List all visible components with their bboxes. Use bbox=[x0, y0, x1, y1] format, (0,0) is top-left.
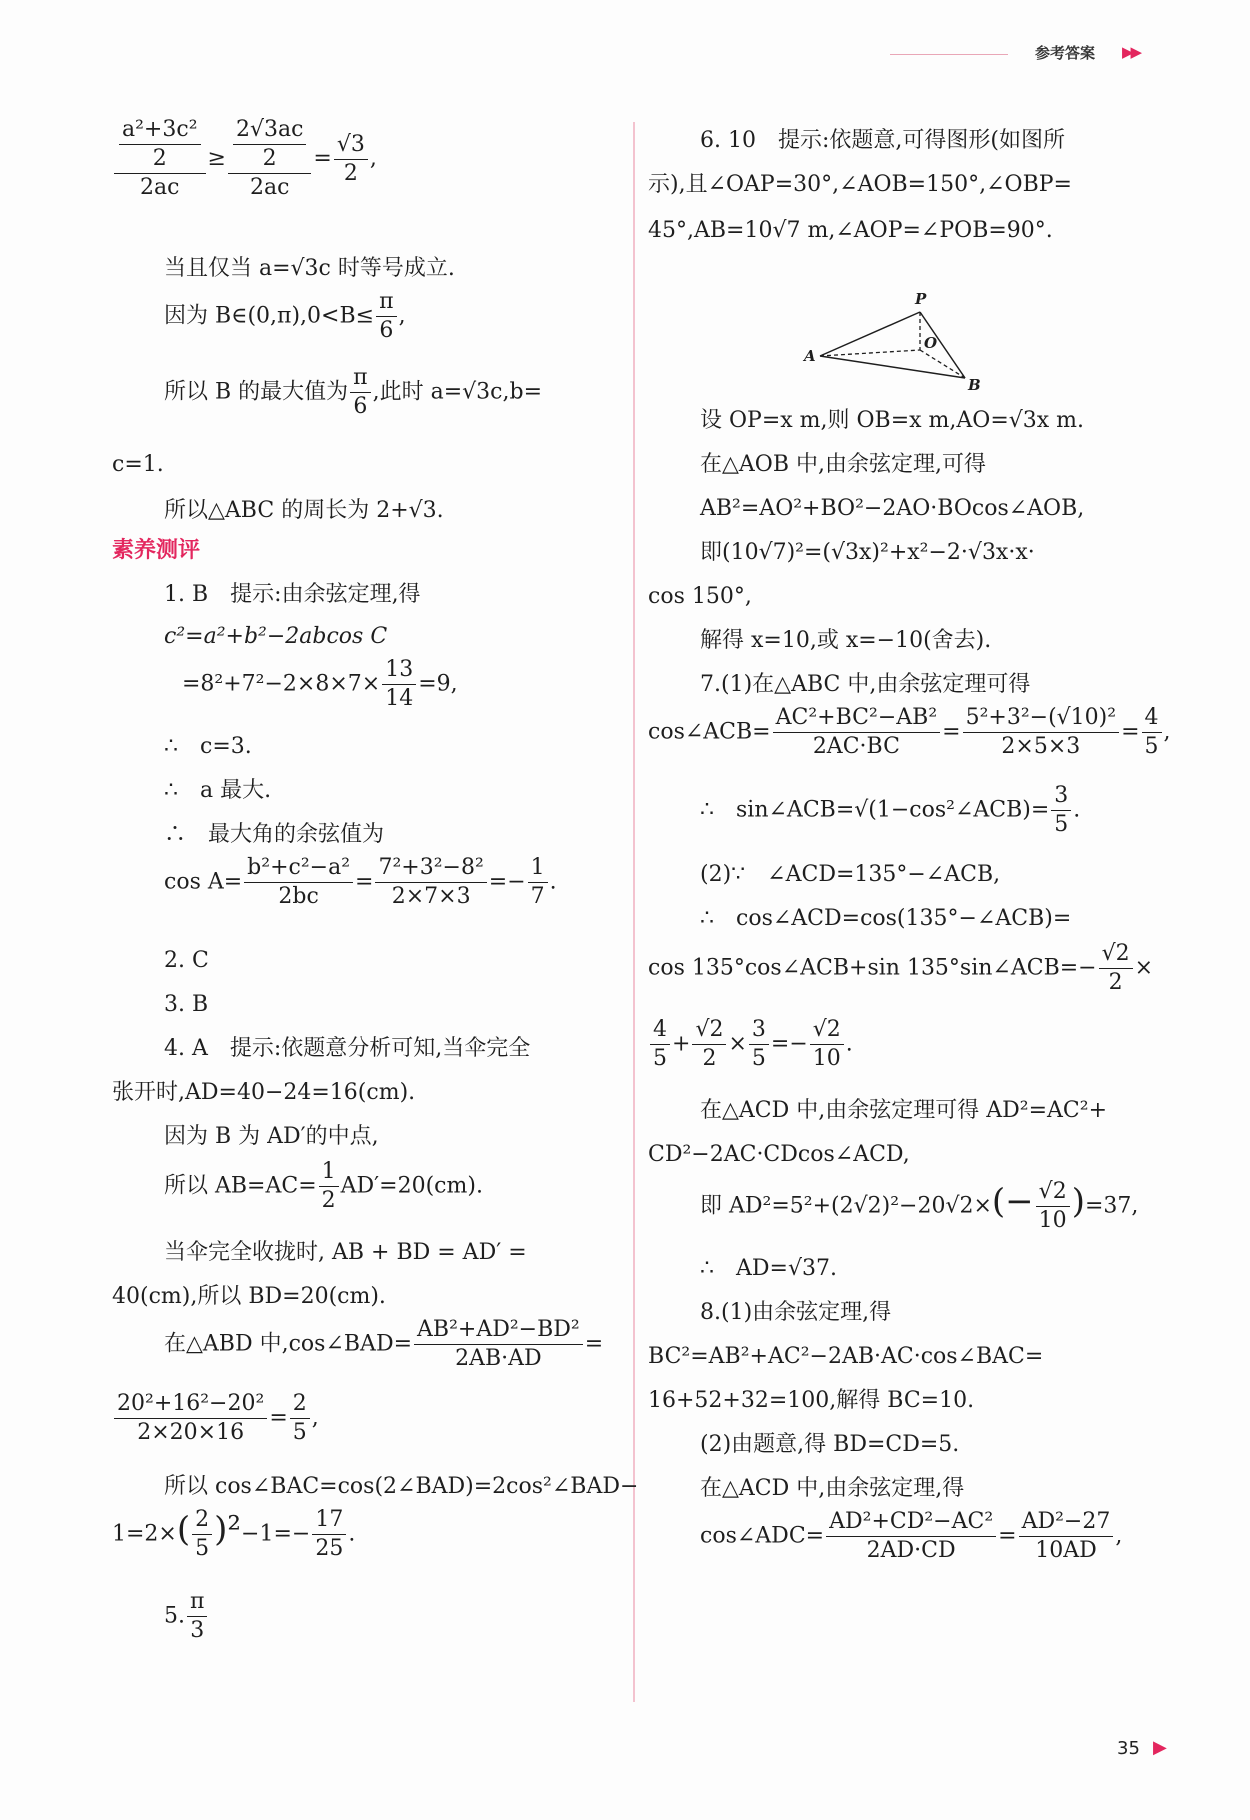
text-line: 即(10√7)²=(√3x)²+x²−2·√3x·x· bbox=[700, 540, 1035, 565]
text-line: CD²−2AC·CDcos∠ACD, bbox=[648, 1142, 910, 1167]
text-line: ∴ 最大角的余弦值为 bbox=[164, 822, 385, 847]
q8-cos: cos∠ADC= $\frac{\text{AD²+CD²−AC²}}{2AD\cdot CD}$ = $\frac{\text{AD²−27}}{10AD}$ , bbox=[700, 1509, 1123, 1563]
text-line: 16+52+32=100,解得 BC=10. bbox=[648, 1388, 975, 1413]
fraction: $\frac{\frac{2√3ac}{2}}{2ac}$ bbox=[228, 118, 311, 200]
text-line: 设 OP=x m,则 OB=x m,AO=√3x m. bbox=[700, 408, 1085, 433]
fraction: $\frac{√3}{2}$ bbox=[334, 133, 368, 186]
b-max: 所以 B 的最大值为 $\frac{\pi}{6}$ ,此时 a=√3c,b= bbox=[164, 365, 543, 419]
next-arrow-icon: ▶ bbox=[1153, 1737, 1167, 1758]
top-inequality: $\frac{\frac{\text{a²+3c²}}{2}}{2ac}$ ≥ $\frac{\frac{2√3ac}{2}}{2ac}$ = $\frac{√3}{2}$ , bbox=[112, 118, 377, 200]
text-line: cos 150°, bbox=[648, 584, 752, 609]
text-line: (2)由题意,得 BD=CD=5. bbox=[700, 1432, 960, 1457]
column-divider bbox=[633, 122, 635, 1702]
q4-cosbad2: $\frac{\text{20²+16²−20²}}{2\times 20\times 16}$ = $\frac{2}{5}$ , bbox=[112, 1392, 319, 1445]
text-line: AB²=AO²+BO²−2AO·BOcos∠AOB, bbox=[700, 496, 1085, 521]
text-line: BC²=AB²+AC²−2AB·AC·cos∠BAC= bbox=[648, 1344, 1044, 1369]
text-line: 在△AOB 中,由余弦定理,可得 bbox=[700, 452, 986, 477]
text-line: 在△ACD 中,由余弦定理,得 bbox=[700, 1476, 965, 1501]
q7-2d: $\frac{4}{5}$ + $\frac{√2}{2}$ × $\frac{3}{5}$ =− $\frac{√2}{10}$ . bbox=[648, 1018, 853, 1071]
text-line: 45°,AB=10√7 m,∠AOP=∠POB=90°. bbox=[648, 218, 1053, 243]
text-line: c=1. bbox=[112, 452, 164, 477]
edge-ab bbox=[820, 356, 965, 378]
text-line: 2. C bbox=[164, 948, 209, 973]
header-rule bbox=[890, 54, 1008, 55]
fraction: $\frac{\frac{\text{a²+3c²}}{2}}{2ac}$ bbox=[114, 118, 206, 200]
text-line: 示),且∠OAP=30°,∠AOB=150°,∠OBP= bbox=[648, 172, 1072, 197]
text-line: ∴ cos∠ACD=cos(135°−∠ACB)= bbox=[700, 906, 1072, 931]
label-o: O bbox=[924, 334, 938, 352]
text-line: ∴ AD=√37. bbox=[700, 1256, 837, 1281]
q5: 5. $\frac{\pi}{3}$ bbox=[164, 1590, 209, 1643]
q7-cos: cos∠ACB= $\frac{\text{AC²+BC²−AB²}}{2AC\cdot BC}$ = $\frac{\text{5²+3²−(√10)²}}{2\times 5\times 3}$ = $\frac{4}{5}$ , bbox=[648, 705, 1171, 759]
text-line: 1. B 提示:由余弦定理,得 bbox=[164, 582, 421, 607]
q4-ab: 所以 AB=AC= $\frac{1}{2}$ AD′=20(cm). bbox=[164, 1159, 483, 1213]
text-line: 所以 cos∠BAC=cos(2∠BAD)=2cos²∠BAD− bbox=[164, 1474, 639, 1499]
text-line: 解得 x=10,或 x=−10(舍去). bbox=[700, 628, 992, 653]
text-line: 所以△ABC 的周长为 2+√3. bbox=[164, 498, 444, 523]
q4-cosbad: 在△ABD 中,cos∠BAD= $\frac{\text{AB²+AD²−BD²}}{2AB\cdot AD}$ = bbox=[164, 1317, 604, 1371]
text-line: ∴ c=3. bbox=[164, 734, 252, 759]
text-line: ∴ a 最大. bbox=[164, 778, 272, 803]
text-line: 当伞完全收拢时, AB + BD = AD′ = bbox=[164, 1240, 527, 1265]
text-line: 当且仅当 a=√3c 时等号成立. bbox=[164, 256, 455, 281]
q7-5: 即 AD²=5²+(2√2)²−20√2×(− $\frac{√2}{10}$ )=37, bbox=[700, 1179, 1139, 1233]
label-p: P bbox=[915, 290, 927, 308]
text-line: 8.(1)由余弦定理,得 bbox=[700, 1300, 892, 1325]
page-number: 35 bbox=[1117, 1738, 1140, 1759]
label-b: B bbox=[968, 376, 981, 392]
edge-ob bbox=[920, 350, 965, 378]
header-title: 参考答案 bbox=[1035, 44, 1096, 62]
header-arrows-icon: ▶▶ bbox=[1122, 43, 1140, 61]
text-line: 40(cm),所以 BD=20(cm). bbox=[112, 1284, 386, 1309]
text-line: 4. A 提示:依题意分析可知,当伞完全 bbox=[164, 1036, 531, 1061]
q1-eq2: =8²+7²−2×8×7× $\frac{13}{14}$ =9, bbox=[182, 657, 458, 711]
geometry-figure bbox=[800, 272, 1000, 392]
text-line: 7.(1)在△ABC 中,由余弦定理可得 bbox=[700, 672, 1031, 697]
text-line: 在△ACD 中,由余弦定理可得 AD²=AC²+ bbox=[700, 1098, 1108, 1123]
text-line: 3. B bbox=[164, 992, 209, 1017]
q7-sin: ∴ sin∠ACB=√(1−cos²∠ACB)= $\frac{3}{5}$ . bbox=[700, 783, 1081, 837]
q4-result: 1=2×( $\frac{2}{5}$ )²−1=− $\frac{17}{25}$ . bbox=[112, 1507, 356, 1561]
section-title: 素养测评 bbox=[112, 538, 201, 563]
b-range: 因为 B∈(0,π),0<B≤ $\frac{\pi}{6}$ , bbox=[164, 289, 406, 343]
math-line: c²=a²+b²−2abcos C bbox=[164, 624, 388, 649]
q7-2c: cos 135°cos∠ACB+sin 135°sin∠ACB=− $\frac{√2}{2}$ × bbox=[648, 941, 1154, 995]
edge-ap bbox=[820, 312, 920, 356]
text-line: 因为 B 为 AD′的中点, bbox=[164, 1124, 379, 1149]
text-line: (2)∵ ∠ACD=135°−∠ACB, bbox=[700, 862, 1001, 887]
cosA-line: cos A= $\frac{\text{b²+c²−a²}}{2bc}$ = $\frac{\text{7²+3²−8²}}{2\times 7\times 3}$ =− $\frac{1}{7}$ . bbox=[164, 855, 557, 909]
text-line: 张开时,AD=40−24=16(cm). bbox=[112, 1080, 416, 1105]
text-line: 6. 10 提示:依题意,可得图形(如图所 bbox=[700, 128, 1065, 153]
edge-ao bbox=[820, 350, 920, 356]
label-a: A bbox=[804, 347, 816, 365]
